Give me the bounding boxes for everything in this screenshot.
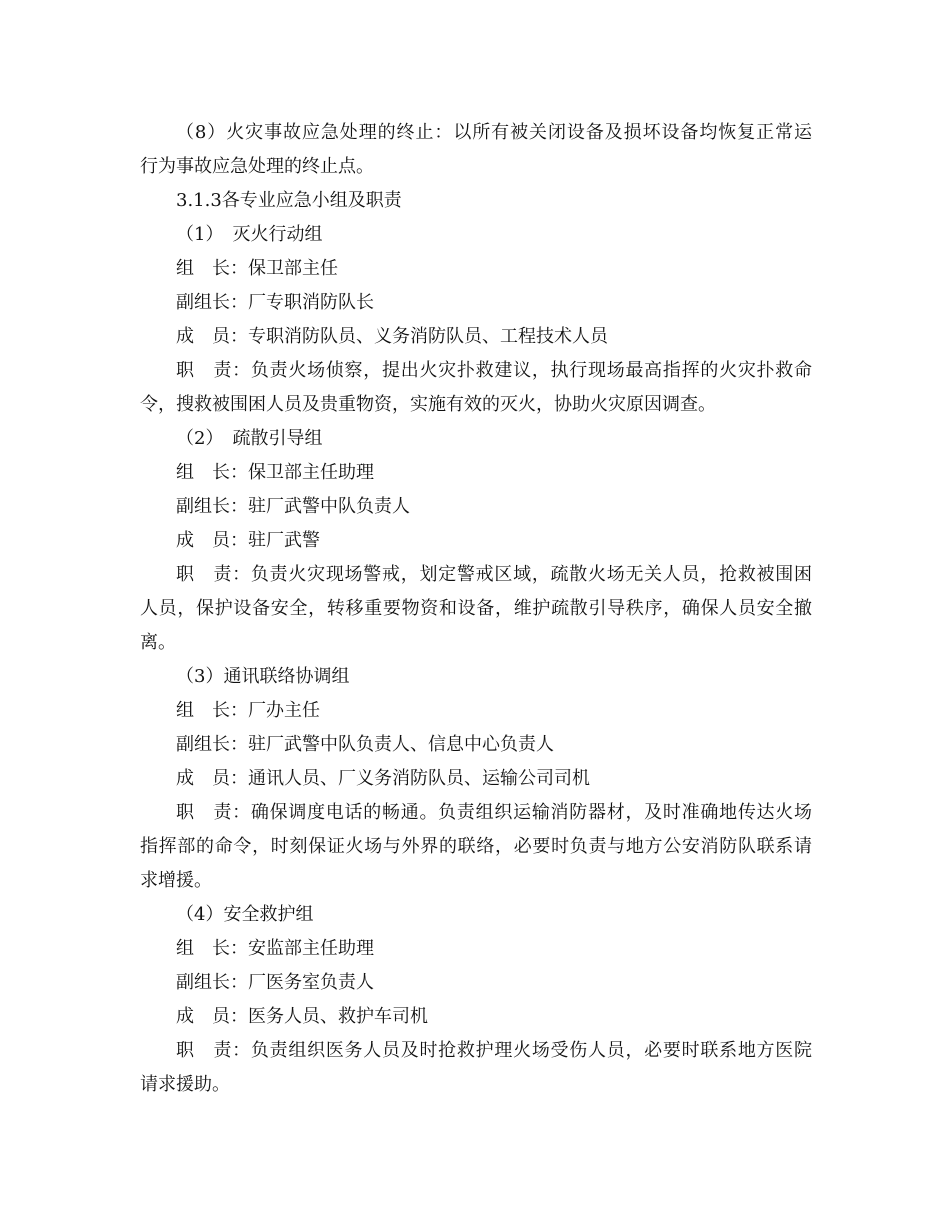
group-leader: 组 长：保卫部主任 (176, 258, 338, 279)
group-members: 成 员：驻厂武警 (176, 530, 320, 551)
group-duties: 职 责：确保调度电话的畅通。负责组织运输消防器材，及时准确地传达火场 (176, 802, 812, 823)
group-leader: 组 长：安监部主任助理 (176, 938, 374, 959)
group-deputy-leader: 副组长：驻厂武警中队负责人、信息中心负责人 (176, 734, 554, 755)
paragraph-line: 行为事故应急处理的终止点。 (140, 156, 374, 177)
document-body (140, 116, 812, 1102)
group-members: 成 员：专职消防队员、义务消防队员、工程技术人员 (176, 326, 608, 347)
group-heading: （2） 疏散引导组 (176, 428, 323, 449)
group-duties: 职 责：负责火灾现场警戒，划定警戒区域，疏散火场无关人员，抢救被围困 (176, 564, 812, 585)
group-deputy-leader: 副组长：驻厂武警中队负责人 (176, 496, 410, 517)
group-duties-continued: 请求援助。 (140, 1074, 230, 1095)
group-duties-continued: 指挥部的命令，时刻保证火场与外界的联络，必要时负责与地方公安消防队联系请 (140, 836, 812, 857)
group-deputy-leader: 副组长：厂医务室负责人 (176, 972, 374, 993)
group-leader: 组 长：厂办主任 (176, 700, 320, 721)
group-duties-continued: 令，搜救被围困人员及贵重物资，实施有效的灭火，协助火灾原因调查。 (140, 394, 716, 415)
group-leader: 组 长：保卫部主任助理 (176, 462, 374, 483)
group-duties-continued: 求增援。 (140, 870, 212, 891)
group-duties: 职 责：负责组织医务人员及时抢救护理火场受伤人员，必要时联系地方医院 (176, 1040, 812, 1061)
group-heading: （4）安全救护组 (176, 904, 314, 925)
group-duties: 职 责：负责火场侦察，提出火灾扑救建议，执行现场最高指挥的火灾扑救命 (176, 360, 812, 381)
paragraph-line: （8）火灾事故应急处理的终止：以所有被关闭设备及损坏设备均恢复正常运 (176, 122, 812, 143)
group-duties-continued: 人员，保护设备安全，转移重要物资和设备，维护疏散引导秩序，确保人员安全撤 (140, 598, 812, 619)
group-deputy-leader: 副组长：厂专职消防队长 (176, 292, 374, 313)
group-duties-continued: 离。 (140, 632, 176, 653)
group-members: 成 员：医务人员、救护车司机 (176, 1006, 428, 1027)
group-members: 成 员：通讯人员、厂义务消防队员、运输公司司机 (176, 768, 590, 789)
group-heading: （1） 灭火行动组 (176, 224, 323, 245)
section-heading: 3.1.3各专业应急小组及职责 (176, 190, 402, 211)
group-heading: （3）通讯联络协调组 (176, 666, 350, 687)
